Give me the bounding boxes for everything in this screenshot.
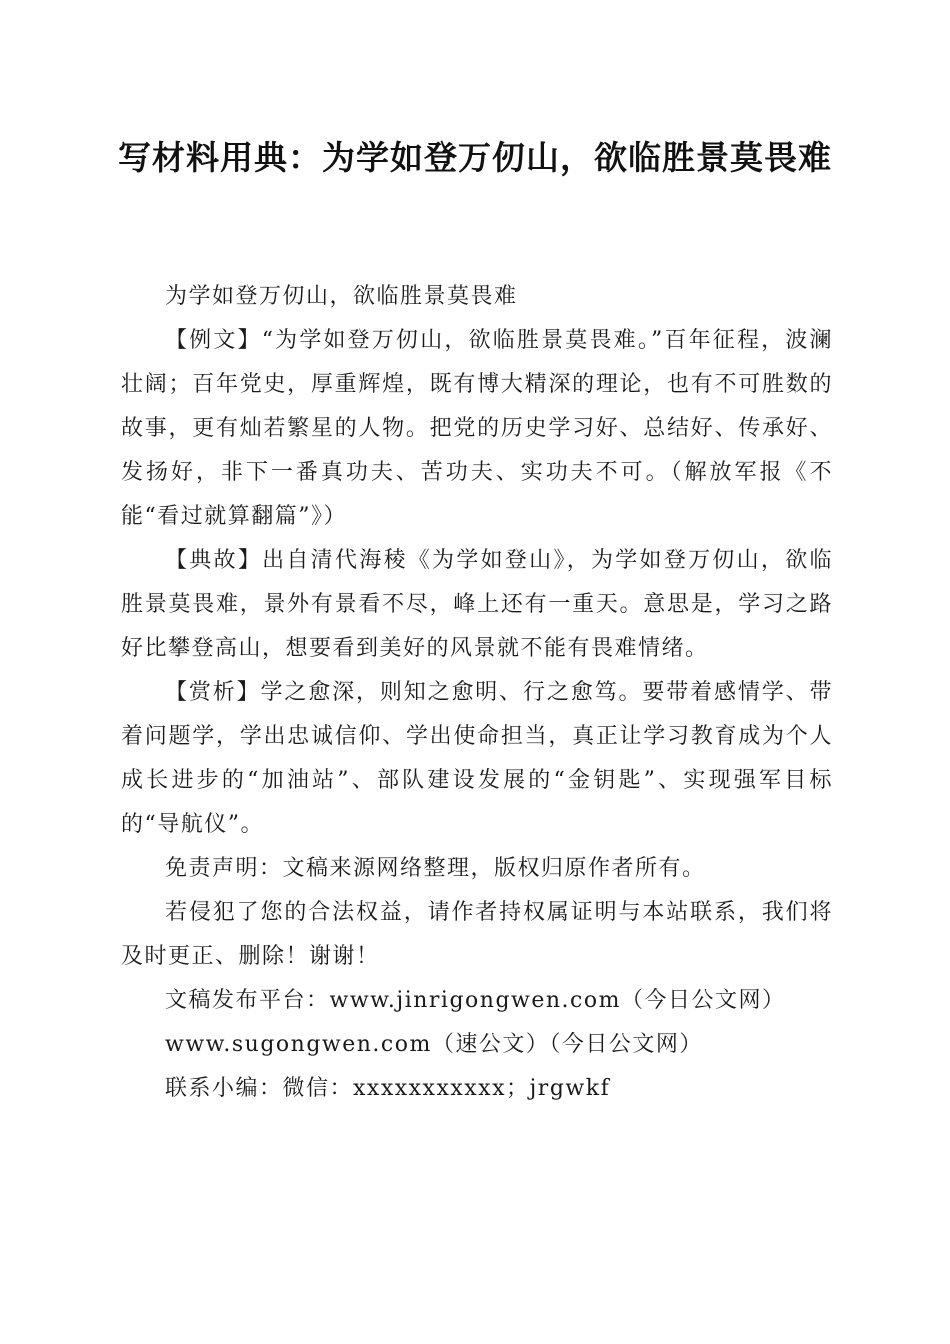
document-body [121, 275, 833, 1111]
paragraph-appreciation: 【赏析】学之愈深，则知之愈明、行之愈笃。要带着感情学、带着问题学，学出忠诚信仰、学出使命担当，真正让学习教育成为个人成长进步的“加油站”、部队建设发展的“金钥匙”、实现强军目标的“导航仪”。 [121, 680, 833, 837]
paragraph-subtitle: 为学如登万仞山，欲临胜景莫畏难 [165, 284, 518, 309]
document-title: 写材料用典：为学如登万仞山，欲临胜景莫畏难 [118, 138, 832, 177]
paragraph-contact: 联系小编：微信：xxxxxxxxxxx；jrgwkf [165, 1076, 611, 1101]
paragraph-example: 【例文】“为学如登万仞山，欲临胜景莫畏难。”百年征程，波澜壮阔；百年党史，厚重辉煌，既有博大精深的理论，也有不可胜数的故事，更有灿若繁星的人物。把党的历史学习好、总结好、传承好、发扬好，非下一番真功夫、苦功夫、实功夫不可。（解放军报《不能“看过就算翻篇”》） [121, 328, 833, 529]
paragraph-disclaimer: 免责声明：文稿来源网络整理，版权归原作者所有。 [165, 856, 706, 881]
paragraph-infringement-notice: 若侵犯了您的合法权益，请作者持权属证明与本站联系，我们将及时更正、删除！谢谢！ [121, 900, 833, 969]
paragraph-platform-1: 文稿发布平台：www.jinrigongwen.com（今日公文网） [165, 988, 786, 1013]
paragraph-platform-2: www.sugongwen.com（速公文）（今日公文网） [165, 1032, 703, 1057]
paragraph-allusion: 【典故】出自清代海稜《为学如登山》，为学如登万仞山，欲临胜景莫畏难，景外有景看不尽，峰上还有一重天。意思是，学习之路好比攀登高山，想要看到美好的风景就不能有畏难情绪。 [121, 548, 833, 661]
